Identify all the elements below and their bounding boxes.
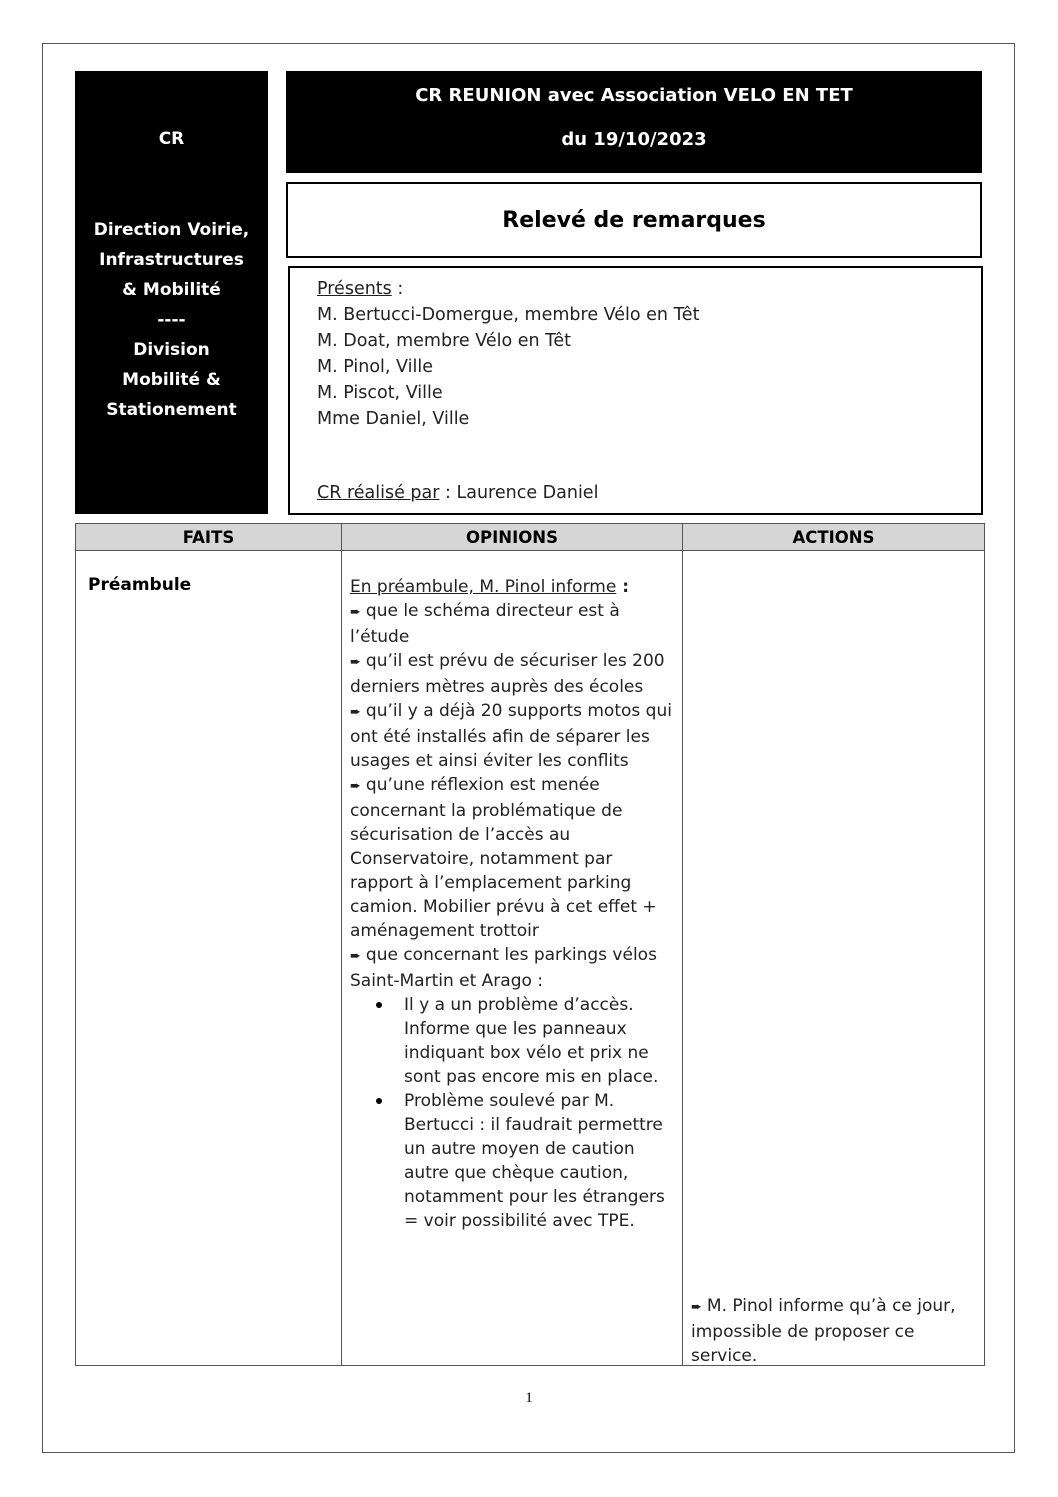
opinion-item [350,773,676,943]
opinions-intro-colon: : [616,577,630,597]
arrow-right-icon: ➨ [691,1300,702,1315]
opinion-text: qu’une réflexion est menée concernant la problématique de sécurisation de l’accès au Conservatoire, notamment par rapport à l’emplacement parking camion. Mobilier prévu à cet effet + aménagement trottoir [350,775,657,941]
arrow-right-icon: ➨ [350,949,361,964]
attendees-box [288,266,983,515]
department-line: & Mobilité [122,280,221,300]
opinion-item [350,699,676,773]
faits-cell: Préambule [76,551,342,1366]
attendee: M. Piscot, Ville [317,383,443,403]
table-row [76,551,985,1366]
list-item: Il y a un problème d’accès. Informe que les panneaux indiquant box vélo et prix ne sont pas encore mis en place. [404,993,676,1089]
arrow-right-icon: ➨ [350,779,361,794]
attendee: M. Doat, membre Vélo en Têt [317,331,572,351]
arrow-right-icon: ➨ [350,705,361,720]
department-line: Direction Voirie, [93,220,250,240]
opinion-item [350,649,676,699]
column-header-actions: ACTIONS [683,524,985,551]
opinion-item [350,599,676,649]
division-line: Division [133,340,210,360]
document-subtitle: Relevé de remarques [286,182,982,258]
opinions-cell [342,551,683,1366]
attendees-heading [317,276,699,302]
action-item [691,1294,961,1368]
arrow-right-icon: ➨ [350,655,361,670]
opinions-intro [350,575,676,599]
opinion-item [350,943,676,993]
list-item: Problème soulevé par M. Bertucci : il faudrait permettre un autre moyen de caution autre que chèque caution, notamment pour les étrangers [404,1089,676,1209]
opinion-text: qu’il est prévu de sécuriser les 200 derniers mètres auprès des écoles [350,651,665,697]
cr-label: CR [158,129,185,149]
attendee: M. Pinol, Ville [317,357,433,377]
minutes-table [75,523,985,1366]
attendee: M. Bertucci-Domergue, membre Vélo en Têt [317,305,700,325]
division-line: Stationement [106,400,237,420]
meeting-title: CR REUNION avec Association VELO EN TET [415,85,853,106]
department-separator: ---- [157,310,186,330]
opinion-text: que concernant les parkings vélos Saint-Martin et Arago : [350,945,657,991]
report-author [317,483,598,503]
department-box [75,71,268,514]
division-line: Mobilité & [122,370,221,390]
author-name: : Laurence Daniel [439,483,599,503]
opinion-text: que le schéma directeur est à l’étude [350,601,620,647]
attendees-list [317,276,699,432]
page-number: 1 [525,1390,533,1406]
attendee: Mme Daniel, Ville [317,409,470,429]
action-text: M. Pinol informe qu’à ce jour, impossible de proposer ce service. [691,1296,956,1366]
department-line: Infrastructures [99,250,244,270]
department-name [75,215,268,425]
meeting-title-box [286,71,982,173]
attendees-label-suffix: : [391,279,404,299]
arrow-right-icon: ➨ [350,605,361,620]
opinion-text: qu’il y a déjà 20 supports motos qui ont été installés afin de séparer les usages et ainsi éviter les conflits [350,701,672,771]
column-header-opinions: OPINIONS [342,524,683,551]
actions-cell [683,551,985,1366]
bullet-list [350,993,676,1209]
attendees-label: Présents [317,279,392,299]
tpe-note: = voir possibilité avec TPE. [404,1211,635,1231]
column-header-faits: FAITS [76,524,342,551]
opinions-intro-text: En préambule, M. Pinol informe [350,577,617,597]
author-label: CR réalisé par [317,483,440,503]
table-header-row [76,524,985,551]
meeting-date: du 19/10/2023 [561,129,707,150]
